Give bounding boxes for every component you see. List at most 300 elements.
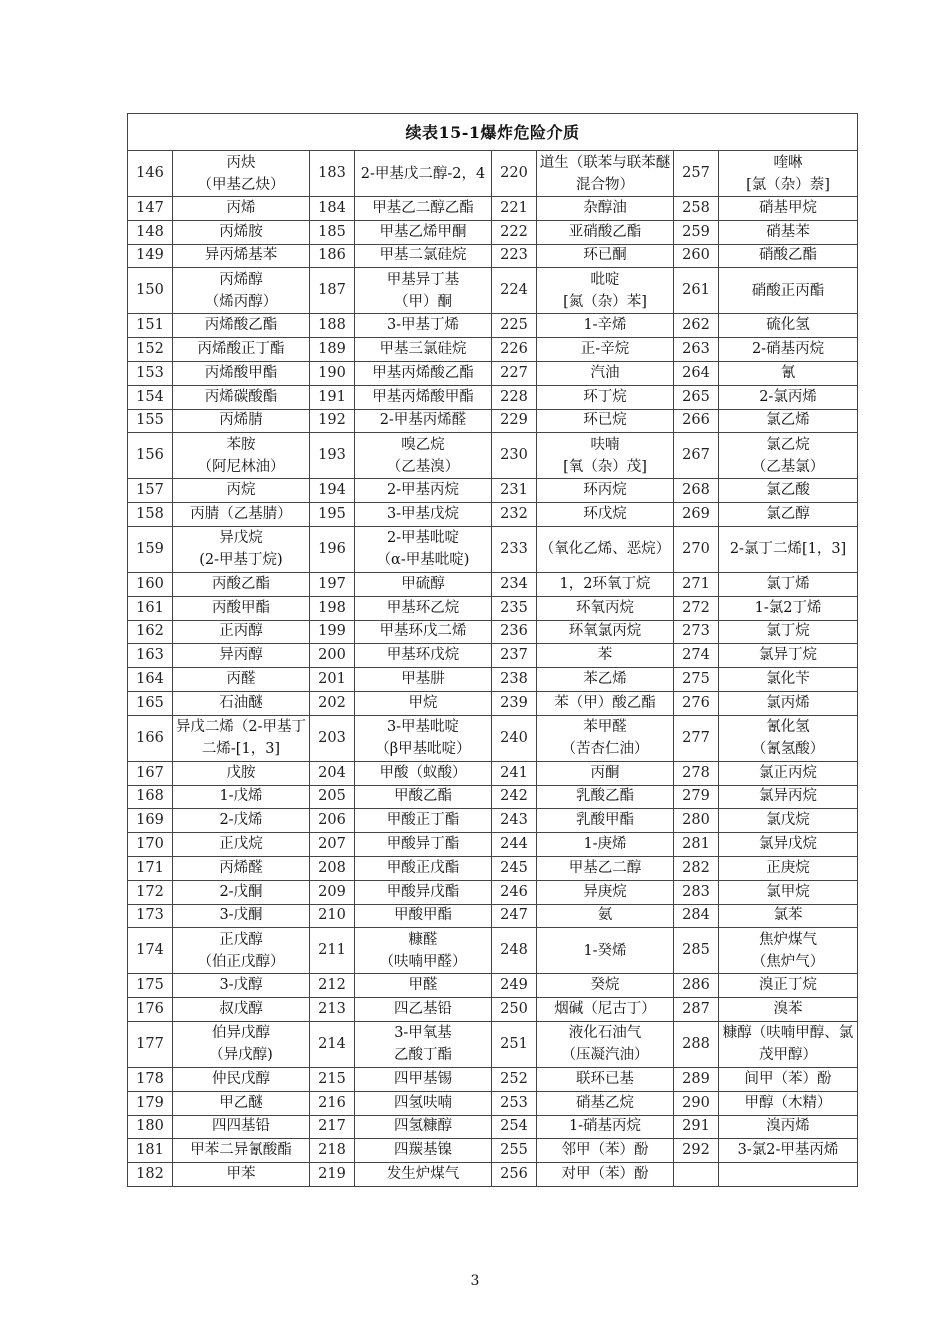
medium-name: 2-甲基丙烷	[355, 479, 492, 503]
medium-name: 丙烯醛	[173, 856, 310, 880]
medium-name: 丙烯胺	[173, 220, 310, 244]
item-number: 213	[310, 998, 355, 1022]
table-row	[128, 1067, 858, 1091]
medium-name: 氯乙烯	[719, 409, 858, 433]
medium-name: 环丙烷	[537, 479, 674, 503]
item-number: 252	[492, 1067, 537, 1091]
item-number: 276	[674, 691, 719, 715]
item-number: 162	[128, 620, 173, 644]
item-number: 169	[128, 809, 173, 833]
medium-name: 甲基丙烯酸乙酯	[355, 361, 492, 385]
item-number: 181	[128, 1139, 173, 1163]
item-number: 209	[310, 880, 355, 904]
item-number: 220	[492, 151, 537, 197]
item-number: 222	[492, 220, 537, 244]
item-number: 260	[674, 244, 719, 268]
medium-name: 3-甲氧基 乙酸丁酯	[355, 1021, 492, 1067]
medium-name: 四乙基铅	[355, 998, 492, 1022]
medium-name: 3-戊酮	[173, 904, 310, 928]
item-number: 216	[310, 1091, 355, 1115]
item-number: 234	[492, 572, 537, 596]
item-number: 154	[128, 385, 173, 409]
item-number: 225	[492, 314, 537, 338]
item-number: 292	[674, 1139, 719, 1163]
medium-name: 1-辛烯	[537, 314, 674, 338]
medium-name: 苯	[537, 644, 674, 668]
medium-name: 甲基环乙烷	[355, 596, 492, 620]
medium-name: 甲基肼	[355, 668, 492, 692]
table-row	[128, 503, 858, 527]
item-number: 177	[128, 1021, 173, 1067]
medium-name: 甲苯	[173, 1163, 310, 1187]
medium-name: 硝酸正丙酯	[719, 268, 858, 314]
item-number: 278	[674, 761, 719, 785]
medium-name: 乳酸乙酯	[537, 785, 674, 809]
item-number: 217	[310, 1115, 355, 1139]
medium-name: 硝基乙烷	[537, 1091, 674, 1115]
medium-name: 烟碱（尼古丁）	[537, 998, 674, 1022]
medium-name: 甲醛	[355, 974, 492, 998]
medium-name: 环戊烷	[537, 503, 674, 527]
item-number: 205	[310, 785, 355, 809]
item-number: 193	[310, 433, 355, 479]
item-number: 155	[128, 409, 173, 433]
item-number: 152	[128, 338, 173, 362]
medium-name: 硫化氢	[719, 314, 858, 338]
table-row	[128, 409, 858, 433]
medium-name: 氯苯	[719, 904, 858, 928]
item-number: 223	[492, 244, 537, 268]
medium-name: 3-戊醇	[173, 974, 310, 998]
medium-name: 3-甲基吡啶 （β甲基吡啶）	[355, 715, 492, 761]
medium-name: 氯正丙烷	[719, 761, 858, 785]
item-number: 194	[310, 479, 355, 503]
medium-name: 2-氯丙烯	[719, 385, 858, 409]
item-number: 266	[674, 409, 719, 433]
item-number: 290	[674, 1091, 719, 1115]
medium-name: 异丙烯基苯	[173, 244, 310, 268]
item-number: 254	[492, 1115, 537, 1139]
medium-name: 正戊烷	[173, 833, 310, 857]
item-number: 148	[128, 220, 173, 244]
medium-name: 丙炔 （甲基乙炔）	[173, 151, 310, 197]
medium-name: 伯异戊醇 （异戊醇)	[173, 1021, 310, 1067]
item-number: 256	[492, 1163, 537, 1187]
medium-name: 硝基苯	[719, 220, 858, 244]
item-number: 246	[492, 880, 537, 904]
item-number: 195	[310, 503, 355, 527]
medium-name: 氯丁烯	[719, 572, 858, 596]
item-number: 182	[128, 1163, 173, 1187]
item-number: 286	[674, 974, 719, 998]
item-number: 151	[128, 314, 173, 338]
item-number: 231	[492, 479, 537, 503]
table-row	[128, 761, 858, 785]
item-number: 232	[492, 503, 537, 527]
medium-name: 氯异丙烷	[719, 785, 858, 809]
item-number: 237	[492, 644, 537, 668]
table-row	[128, 1115, 858, 1139]
medium-name: 溴正丁烷	[719, 974, 858, 998]
item-number: 210	[310, 904, 355, 928]
item-number: 206	[310, 809, 355, 833]
item-number: 190	[310, 361, 355, 385]
item-number: 160	[128, 572, 173, 596]
item-number: 245	[492, 856, 537, 880]
item-number: 166	[128, 715, 173, 761]
item-number: 174	[128, 928, 173, 974]
item-number: 192	[310, 409, 355, 433]
item-number: 175	[128, 974, 173, 998]
medium-name: 甲基二氯硅烷	[355, 244, 492, 268]
item-number: 285	[674, 928, 719, 974]
medium-name: 异戊二烯（2-甲基丁二烯-[1，3]	[173, 715, 310, 761]
item-number: 214	[310, 1021, 355, 1067]
item-number: 198	[310, 596, 355, 620]
medium-name: 异丙醇	[173, 644, 310, 668]
item-number: 243	[492, 809, 537, 833]
item-number: 171	[128, 856, 173, 880]
item-number: 273	[674, 620, 719, 644]
table-row	[128, 928, 858, 974]
medium-name: 正戊醇 （伯正戊醇）	[173, 928, 310, 974]
table-row	[128, 809, 858, 833]
table-row	[128, 361, 858, 385]
medium-name: 环氧氯丙烷	[537, 620, 674, 644]
medium-name: 苯乙烯	[537, 668, 674, 692]
medium-name: 2-戊烯	[173, 809, 310, 833]
medium-name: 四四基铅	[173, 1115, 310, 1139]
medium-name: 氯丙烯	[719, 691, 858, 715]
medium-name: 氯甲烷	[719, 880, 858, 904]
item-number: 275	[674, 668, 719, 692]
item-number: 240	[492, 715, 537, 761]
item-number: 215	[310, 1067, 355, 1091]
item-number: 281	[674, 833, 719, 857]
item-number: 179	[128, 1091, 173, 1115]
item-number: 239	[492, 691, 537, 715]
item-number: 164	[128, 668, 173, 692]
medium-name: 环丁烷	[537, 385, 674, 409]
table-row	[128, 151, 858, 197]
table-row	[128, 1021, 858, 1067]
medium-name: 氰化氢 （氰氢酸）	[719, 715, 858, 761]
item-number: 244	[492, 833, 537, 857]
item-number: 163	[128, 644, 173, 668]
medium-name: 甲基环戊二烯	[355, 620, 492, 644]
medium-name: 丙烯醇 （烯丙醇）	[173, 268, 310, 314]
item-number: 218	[310, 1139, 355, 1163]
medium-name: 氯戊烷	[719, 809, 858, 833]
medium-name: 1-戊烯	[173, 785, 310, 809]
item-number: 287	[674, 998, 719, 1022]
item-number: 208	[310, 856, 355, 880]
item-number: 176	[128, 998, 173, 1022]
item-number: 168	[128, 785, 173, 809]
item-number: 204	[310, 761, 355, 785]
medium-name: 3-氯2-甲基丙烯	[719, 1139, 858, 1163]
item-number: 251	[492, 1021, 537, 1067]
medium-name: 嗅乙烷 （乙基溴）	[355, 433, 492, 479]
medium-name: 甲硫醇	[355, 572, 492, 596]
item-number: 186	[310, 244, 355, 268]
item-number: 180	[128, 1115, 173, 1139]
item-number: 156	[128, 433, 173, 479]
medium-name: 丙烷	[173, 479, 310, 503]
item-number: 270	[674, 526, 719, 572]
item-number: 201	[310, 668, 355, 692]
item-number: 262	[674, 314, 719, 338]
medium-name: 甲苯二异氰酸酯	[173, 1139, 310, 1163]
medium-name: 联环已基	[537, 1067, 674, 1091]
medium-name: 2-甲基丙烯醛	[355, 409, 492, 433]
item-number: 172	[128, 880, 173, 904]
medium-name: 异庚烷	[537, 880, 674, 904]
item-number: 250	[492, 998, 537, 1022]
item-number: 279	[674, 785, 719, 809]
table-row	[128, 385, 858, 409]
medium-name: 溴苯	[719, 998, 858, 1022]
medium-name: 3-甲基戊烷	[355, 503, 492, 527]
item-number: 161	[128, 596, 173, 620]
medium-name: 甲基乙二醇乙酯	[355, 197, 492, 221]
medium-name: 石油醚	[173, 691, 310, 715]
medium-name: 四氢糠醇	[355, 1115, 492, 1139]
medium-name: 乳酸甲酯	[537, 809, 674, 833]
medium-name: 氯乙醇	[719, 503, 858, 527]
medium-name: 癸烷	[537, 974, 674, 998]
medium-name: 四氢呋喃	[355, 1091, 492, 1115]
medium-name: 异戊烷 (2-甲基丁烷)	[173, 526, 310, 572]
item-number: 229	[492, 409, 537, 433]
medium-name: 丙烯酸乙酯	[173, 314, 310, 338]
medium-name: 糠醛 （呋喃甲醛）	[355, 928, 492, 974]
page-number: 3	[470, 1273, 480, 1289]
item-number: 150	[128, 268, 173, 314]
table-row	[128, 596, 858, 620]
item-number: 203	[310, 715, 355, 761]
item-number: 268	[674, 479, 719, 503]
medium-name: 发生炉煤气	[355, 1163, 492, 1187]
medium-name: 环已酮	[537, 244, 674, 268]
table-row	[128, 715, 858, 761]
item-number: 173	[128, 904, 173, 928]
table-row	[128, 785, 858, 809]
medium-name: 丙烯	[173, 197, 310, 221]
medium-name: 硝酸乙酯	[719, 244, 858, 268]
medium-name: 2-甲基吡啶 （α-甲基吡啶)	[355, 526, 492, 572]
table-row	[128, 904, 858, 928]
item-number: 230	[492, 433, 537, 479]
medium-name: 氯化苄	[719, 668, 858, 692]
item-number: 264	[674, 361, 719, 385]
medium-name: 甲基环戊烷	[355, 644, 492, 668]
item-number: 233	[492, 526, 537, 572]
medium-name: 丙烯腈	[173, 409, 310, 433]
item-number: 284	[674, 904, 719, 928]
medium-name: 丙醛	[173, 668, 310, 692]
table-row	[128, 268, 858, 314]
table-row	[128, 479, 858, 503]
medium-name: 溴丙烯	[719, 1115, 858, 1139]
medium-name: 氯异戊烷	[719, 833, 858, 857]
item-number: 272	[674, 596, 719, 620]
medium-name: 氯丁烷	[719, 620, 858, 644]
item-number: 170	[128, 833, 173, 857]
item-number: 242	[492, 785, 537, 809]
medium-name: 1，2环氧丁烷	[537, 572, 674, 596]
table-row	[128, 220, 858, 244]
medium-name: 丙酸乙酯	[173, 572, 310, 596]
medium-name: 氰	[719, 361, 858, 385]
item-number: 271	[674, 572, 719, 596]
item-number: 235	[492, 596, 537, 620]
medium-name: 苯胺 （阿尼林油）	[173, 433, 310, 479]
item-number: 261	[674, 268, 719, 314]
table-row	[128, 998, 858, 1022]
item-number: 227	[492, 361, 537, 385]
item-number: 236	[492, 620, 537, 644]
medium-name: 正庚烷	[719, 856, 858, 880]
item-number: 224	[492, 268, 537, 314]
medium-name: 2-戊酮	[173, 880, 310, 904]
item-number: 265	[674, 385, 719, 409]
table-row	[128, 1091, 858, 1115]
medium-name: 甲醇（木精）	[719, 1091, 858, 1115]
medium-name: 焦炉煤气 （焦炉气）	[719, 928, 858, 974]
item-number: 191	[310, 385, 355, 409]
medium-name: 甲基三氯硅烷	[355, 338, 492, 362]
medium-name: （氧化乙烯、恶烷）	[537, 526, 674, 572]
item-number: 146	[128, 151, 173, 197]
item-number	[674, 1163, 719, 1187]
medium-name: 2-氯丁二烯[1，3]	[719, 526, 858, 572]
medium-name: 丙烯酸正丁酯	[173, 338, 310, 362]
medium-name: 硝基甲烷	[719, 197, 858, 221]
medium-name: 环氧丙烷	[537, 596, 674, 620]
item-number: 255	[492, 1139, 537, 1163]
table-row	[128, 1163, 858, 1187]
table-row	[128, 197, 858, 221]
table-row	[128, 620, 858, 644]
medium-name: 甲乙醚	[173, 1091, 310, 1115]
item-number: 283	[674, 880, 719, 904]
medium-name: 四甲基锡	[355, 1067, 492, 1091]
medium-name: 1-癸烯	[537, 928, 674, 974]
item-number: 157	[128, 479, 173, 503]
item-number: 226	[492, 338, 537, 362]
item-number: 221	[492, 197, 537, 221]
item-number: 238	[492, 668, 537, 692]
medium-name: 邻甲（苯）酚	[537, 1139, 674, 1163]
medium-name: 甲酸异丁酯	[355, 833, 492, 857]
item-number: 219	[310, 1163, 355, 1187]
item-number: 274	[674, 644, 719, 668]
item-number: 280	[674, 809, 719, 833]
medium-name: 氯异丁烷	[719, 644, 858, 668]
item-number: 249	[492, 974, 537, 998]
table-title: 续表15-1爆炸危险介质	[128, 114, 858, 151]
medium-name: 吡啶 [氮（杂）苯]	[537, 268, 674, 314]
item-number: 257	[674, 151, 719, 197]
medium-name: 甲基异丁基 （甲）酮	[355, 268, 492, 314]
item-number: 259	[674, 220, 719, 244]
medium-name: 间甲（苯）酚	[719, 1067, 858, 1091]
table-row	[128, 433, 858, 479]
medium-name: 汽油	[537, 361, 674, 385]
medium-name: 叔戊醇	[173, 998, 310, 1022]
medium-name: 道生（联苯与联苯醚混合物）	[537, 151, 674, 197]
medium-name: 甲酸（蚁酸）	[355, 761, 492, 785]
table-row	[128, 668, 858, 692]
table-row	[128, 244, 858, 268]
item-number: 291	[674, 1115, 719, 1139]
item-number: 202	[310, 691, 355, 715]
item-number: 165	[128, 691, 173, 715]
item-number: 189	[310, 338, 355, 362]
medium-name: 1-庚烯	[537, 833, 674, 857]
medium-name: 环已烷	[537, 409, 674, 433]
medium-name: 甲酸正戊酯	[355, 856, 492, 880]
item-number: 184	[310, 197, 355, 221]
medium-name: 2-甲基戊二醇-2，4	[355, 151, 492, 197]
medium-name: 四羰基镍	[355, 1139, 492, 1163]
table-title-row	[128, 114, 858, 151]
table-row	[128, 856, 858, 880]
hazard-media-table	[127, 113, 858, 1187]
item-number: 267	[674, 433, 719, 479]
table-row	[128, 572, 858, 596]
medium-name: 仲民戊醇	[173, 1067, 310, 1091]
medium-name: 氯乙酸	[719, 479, 858, 503]
item-number: 241	[492, 761, 537, 785]
medium-name: 甲酸异戊酯	[355, 880, 492, 904]
medium-name: 2-硝基丙烷	[719, 338, 858, 362]
medium-name: 亚硝酸乙酯	[537, 220, 674, 244]
medium-name: 丙酸甲酯	[173, 596, 310, 620]
medium-name: 丙烯酸甲酯	[173, 361, 310, 385]
medium-name: 戊胺	[173, 761, 310, 785]
medium-name: 甲基乙二醇	[537, 856, 674, 880]
item-number: 147	[128, 197, 173, 221]
medium-name: 甲烷	[355, 691, 492, 715]
item-number: 185	[310, 220, 355, 244]
medium-name: 液化石油气 （压凝汽油）	[537, 1021, 674, 1067]
table-row	[128, 974, 858, 998]
item-number: 197	[310, 572, 355, 596]
item-number: 211	[310, 928, 355, 974]
medium-name: 正-辛烷	[537, 338, 674, 362]
table-row	[128, 644, 858, 668]
item-number: 188	[310, 314, 355, 338]
item-number: 159	[128, 526, 173, 572]
item-number: 282	[674, 856, 719, 880]
table-row	[128, 1139, 858, 1163]
item-number: 153	[128, 361, 173, 385]
medium-name: 甲基丙烯酸甲酯	[355, 385, 492, 409]
table-row	[128, 338, 858, 362]
medium-name: 丙酮	[537, 761, 674, 785]
item-number: 277	[674, 715, 719, 761]
table-row	[128, 691, 858, 715]
medium-name: 苯甲醛 （苦杏仁油）	[537, 715, 674, 761]
item-number: 187	[310, 268, 355, 314]
medium-name: 杂醇油	[537, 197, 674, 221]
item-number: 212	[310, 974, 355, 998]
medium-name	[719, 1163, 858, 1187]
medium-name: 呋喃 [氧（杂）茂]	[537, 433, 674, 479]
item-number: 183	[310, 151, 355, 197]
